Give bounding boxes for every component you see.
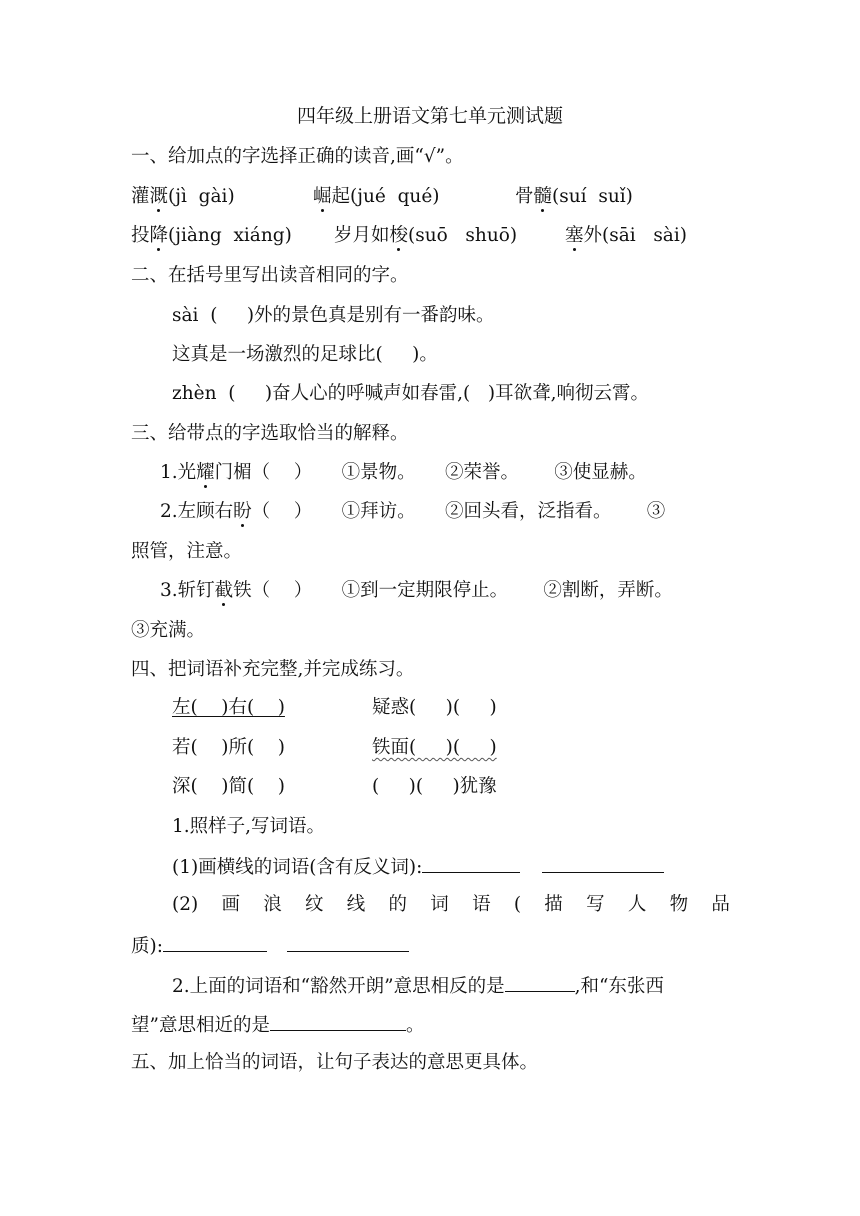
word-fill-3: 若( )所( )	[172, 737, 285, 758]
exercise-1a: (1)画横线的词语(含有反义词):	[172, 854, 664, 880]
answer-blank[interactable]	[422, 854, 520, 873]
pinyin-item-1: 灌溉(jì gài)	[131, 186, 235, 207]
meaning-item-3-cont: ③充满。	[131, 620, 206, 641]
answer-blank[interactable]	[270, 1012, 406, 1031]
word-fill-6: ( )( )犹豫	[372, 776, 497, 797]
word-fill-5: 深( )简( )	[172, 776, 285, 797]
homophone-line-3: zhèn ( )奋人心的呼喊声如春雷,( )耳欲聋,响彻云霄。	[172, 383, 649, 404]
meaning-item-2: 2.左顾右盼（ ） ①拜访。 ②回头看，泛指看。 ③	[160, 501, 666, 522]
meaning-item-3: 3.斩钉截铁（ ） ①到一定期限停止。 ②割断，弄断。	[160, 580, 673, 601]
word-fill-1: 左( )右( )	[172, 697, 285, 718]
section-1-heading: 一、给加点的字选择正确的读音,画“√”。	[131, 146, 464, 167]
section-3-heading: 三、给带点的字选取恰当的解释。	[131, 423, 409, 444]
pinyin-item-3: 骨髓(suí suǐ)	[515, 186, 633, 207]
word-fill-4: 铁面( )( )	[372, 737, 497, 758]
exercise-1b-cont: 质):	[131, 933, 409, 959]
pinyin-item-4: 投降(jiàng xiáng)	[131, 225, 292, 246]
word-fill-2: 疑惑( )( )	[372, 697, 497, 718]
exercise-1-prompt: 1.照样子,写词语。	[172, 816, 326, 837]
exercise-2-cont: 望”意思相近的是 。	[131, 1012, 424, 1038]
answer-blank[interactable]	[163, 933, 267, 952]
homophone-line-1: sài ( )外的景色真是别有一番韵味。	[172, 305, 495, 326]
meaning-item-1: 1.光耀门楣（ ） ①景物。 ②荣誉。 ③使显赫。	[160, 462, 647, 483]
section-5-heading: 五、加上恰当的词语，让句子表达的意思更具体。	[131, 1052, 539, 1073]
answer-blank[interactable]	[542, 854, 664, 873]
meaning-item-2-cont: 照管，注意。	[131, 541, 243, 562]
exercise-1b: (2) 画 浪 纹 线 的 词 语 ( 描 写 人 物 品	[172, 894, 730, 915]
section-2-heading: 二、在括号里写出读音相同的字。	[131, 265, 409, 286]
pinyin-item-6: 塞外(sāi sài)	[565, 225, 687, 246]
answer-blank[interactable]	[287, 933, 409, 952]
pinyin-item-2: 崛起(jué qué)	[313, 186, 440, 207]
homophone-line-2: 这真是一场激烈的足球比( )。	[172, 344, 438, 365]
page-title: 四年级上册语文第七单元测试题	[296, 105, 563, 127]
section-4-heading: 四、把词语补充完整,并完成练习。	[131, 659, 415, 680]
pinyin-item-5: 岁月如梭(suō shuō)	[334, 225, 518, 246]
answer-blank[interactable]	[505, 973, 575, 992]
exercise-2: 2.上面的词语和“豁然开朗”意思相反的是 ,和“东张西	[172, 973, 664, 999]
